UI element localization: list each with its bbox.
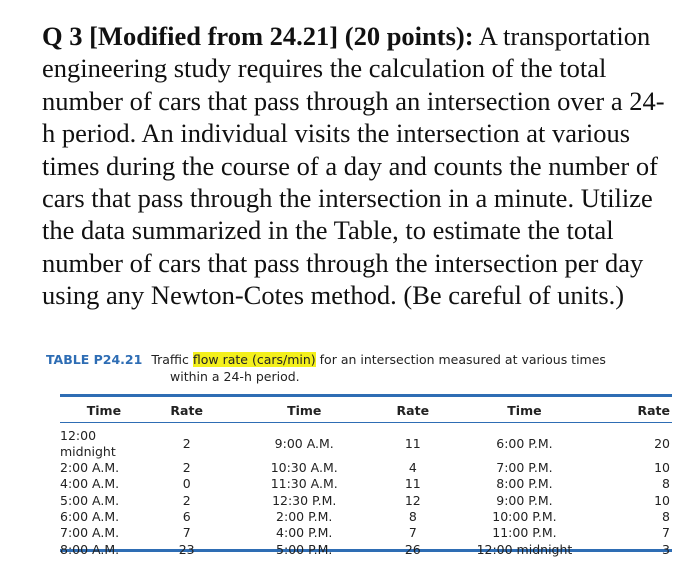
- question-body: A transportation engineering study requires the calculation of the total number of cars that pass through an intersection over a 24-h period. An individual visits the intersection at various times during the course of a day and counts the number of cars that pass through the intersection in a minute. Utilize the data summarized in the Table, to estimate the total number of cars that pass through the intersection per day using any Newton-Cotes method. (Be careful of units.): [42, 21, 665, 311]
- cell: 5:00 P.M.: [276, 541, 333, 557]
- table-label: TABLE P24.21: [46, 352, 143, 367]
- cell: 7: [662, 525, 670, 541]
- cell: 5:00 A.M.: [60, 492, 120, 508]
- cell: 2:00 P.M.: [276, 509, 333, 525]
- cell: 9:00 A.M.: [274, 436, 334, 451]
- header-time-3: Time: [507, 402, 542, 418]
- table-row: [60, 493, 672, 509]
- cell: 8: [662, 509, 670, 525]
- cell: 11: [404, 476, 421, 492]
- cell: 23: [178, 541, 195, 557]
- cell: 10: [654, 460, 670, 476]
- cell: 7:00 P.M.: [496, 460, 553, 476]
- cell: 12:30 P.M.: [272, 492, 337, 508]
- caption-after: for an intersection measured at various times: [319, 352, 606, 367]
- header-time-2: Time: [287, 402, 322, 418]
- cell: 6:00 A.M.: [60, 509, 120, 525]
- cell: 2: [182, 492, 191, 508]
- table-row: [60, 509, 672, 525]
- cell: 4: [408, 460, 417, 476]
- header-rate-3: Rate: [637, 402, 670, 418]
- caption-before: Traffic: [151, 352, 189, 367]
- table-row: [60, 422, 672, 460]
- cell: 9:00 P.M.: [496, 492, 553, 508]
- question-heading: Q 3 [Modified from 24.21] (20 points):: [42, 21, 474, 51]
- header-time-1: Time: [86, 402, 122, 418]
- cell: 7: [182, 525, 191, 541]
- cell: 0: [182, 476, 191, 492]
- cell: 12: [404, 492, 421, 508]
- cell: 8:00 A.M.: [60, 541, 120, 557]
- cell: 8: [408, 509, 417, 525]
- header-rate-1: Rate: [170, 402, 203, 418]
- caption-line2: within a 24-h period.: [170, 369, 300, 384]
- cell: 6:00 P.M.: [496, 436, 553, 451]
- cell: 6: [182, 509, 191, 525]
- table-row: [60, 541, 672, 557]
- cell: 4:00 A.M.: [60, 476, 120, 492]
- cell: 11:00 P.M.: [492, 525, 557, 541]
- cell: 12:00 midnight: [60, 428, 116, 459]
- cell: 10:30 A.M.: [270, 460, 338, 476]
- table-header-row: [60, 398, 672, 422]
- cell: 3: [662, 541, 670, 557]
- cell: 11:30 A.M.: [270, 476, 338, 492]
- table-row: [60, 525, 672, 541]
- cell: 2: [182, 460, 191, 476]
- cell: 2: [182, 436, 191, 451]
- cell: 8:00 P.M.: [496, 476, 553, 492]
- cell: 20: [654, 436, 670, 451]
- cell: 2:00 A.M.: [60, 460, 120, 476]
- table-caption: [46, 351, 656, 385]
- table-top-rule: [60, 394, 672, 397]
- table-row: [60, 460, 672, 476]
- cell: 26: [404, 541, 421, 557]
- caption-highlight: flow rate (cars/min): [192, 352, 316, 367]
- cell: 7:00 A.M.: [60, 525, 120, 541]
- header-rate-2: Rate: [396, 402, 430, 418]
- cell: 12:00 midnight: [476, 541, 573, 557]
- cell: 10: [654, 492, 670, 508]
- cell: 10:00 P.M.: [492, 509, 557, 525]
- question-text: [42, 20, 672, 312]
- cell: 7: [408, 525, 417, 541]
- cell: 11: [404, 436, 421, 451]
- table-row: [60, 476, 672, 492]
- cell: 4:00 P.M.: [276, 525, 333, 541]
- cell: 8: [662, 476, 670, 492]
- traffic-table: [60, 398, 672, 558]
